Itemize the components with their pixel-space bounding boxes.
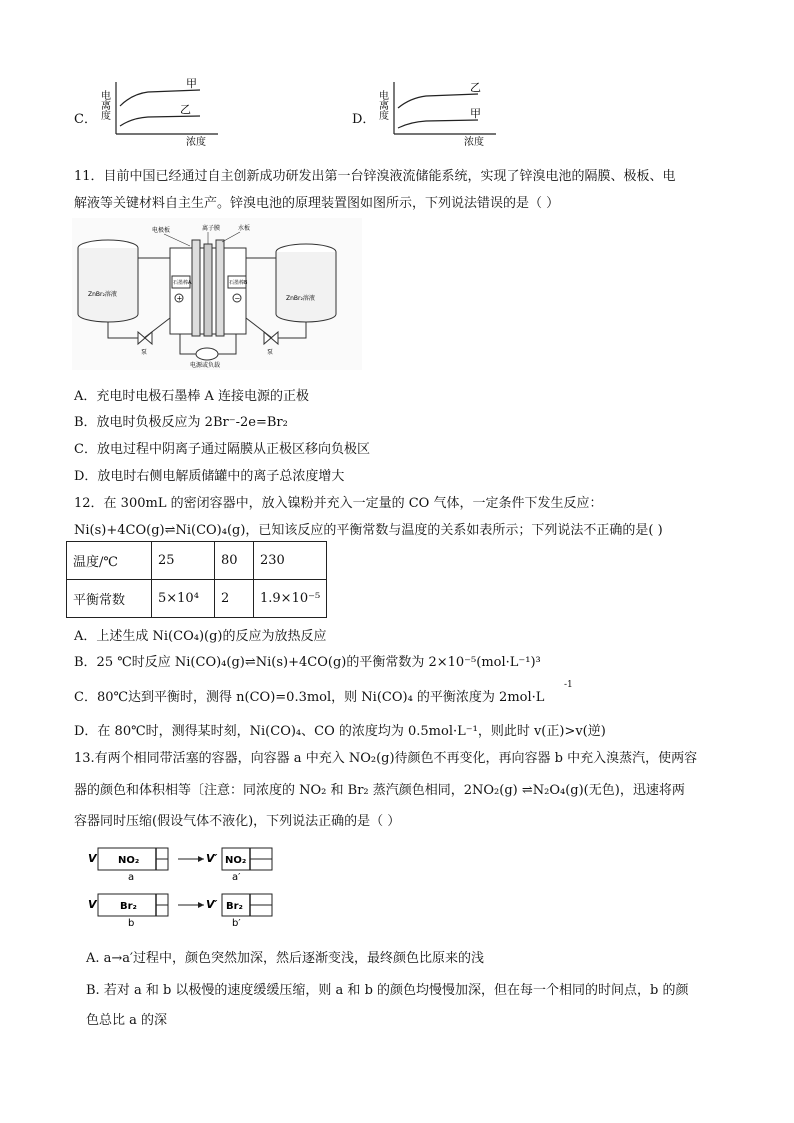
table-cell: 1.9×10⁻⁵ bbox=[254, 580, 327, 618]
graph-d-xlabel: 浓度 bbox=[464, 137, 484, 146]
left-tank-label: ZnBr₂溶液 bbox=[88, 291, 117, 298]
load-label: 电源或负载 bbox=[190, 362, 221, 369]
table-cell: 5×10⁴ bbox=[152, 580, 215, 618]
table-cell: 温度/℃ bbox=[67, 542, 152, 580]
table-cell: 平衡常数 bbox=[67, 580, 152, 618]
q13-stem-line1: 13.有两个相同带活塞的容器，向容器 a 中充入 NO₂(g)待颜色不再变化，再向容器 b 中充入溴蒸汽，使两容 bbox=[74, 751, 698, 766]
graph-d-curve-upper bbox=[398, 94, 478, 108]
graph-d-curve-lower bbox=[398, 120, 478, 128]
q12-option-c: C．80℃达到平衡时，测得 n(CO)=0.3mol，则 Ni(CO)₄ 的平衡浓度为 2mol·L bbox=[74, 690, 545, 705]
table-row-temperature bbox=[67, 542, 327, 580]
table-cell: 230 bbox=[254, 542, 327, 580]
volume-label: V bbox=[88, 852, 97, 865]
q13-option-b-line1: B. 若对 a 和 b 以极慢的速度缓缓压缩，则 a 和 b 的颜色均慢慢加深，但在每一个相同的时间点，b 的颜 bbox=[86, 983, 689, 998]
table-cell: 25 bbox=[152, 542, 215, 580]
table-row-constant bbox=[67, 580, 327, 618]
graph-d bbox=[366, 76, 516, 146]
electrode-b-label: 石墨棒B bbox=[229, 280, 248, 286]
q12-option-d: D．在 80℃时，测得某时刻，Ni(CO)₄、CO 的浓度均为 0.5mol·L⁻¹，则此时 v(正)>v(逆) bbox=[74, 724, 606, 739]
minus-sign: − bbox=[234, 294, 241, 303]
compressed-volume-label: V′ bbox=[206, 898, 218, 911]
container-b2-gas: Br₂ bbox=[226, 901, 243, 912]
load-icon bbox=[196, 348, 218, 360]
compressed-volume-label: V′ bbox=[206, 852, 218, 865]
electrode-a-label: 石墨棒A bbox=[173, 280, 192, 286]
table-cell: 80 bbox=[215, 542, 254, 580]
option-c-label: C． bbox=[74, 112, 97, 127]
right-tank-label: ZnBr₂溶液 bbox=[286, 295, 315, 302]
container-a-gas: NO₂ bbox=[118, 855, 140, 866]
q11-option-b: B．放电时负极反应为 2Br⁻-2e=Br₂ bbox=[74, 415, 288, 430]
q12-option-b: B．25 ℃时反应 Ni(CO)₄(g)⇌Ni(s)+4CO(g)的平衡常数为 2×10⁻⁵(mol·L⁻¹)³ bbox=[74, 655, 541, 670]
graph-d-ylabel: 电离度 bbox=[376, 90, 388, 120]
q12-stem-line2: Ni(s)+4CO(g)⇌Ni(CO)₄(g)，已知该反应的平衡常数与温度的关系如表所示；下列说法不正确的是( ) bbox=[74, 523, 663, 538]
container-b-gas: Br₂ bbox=[120, 901, 137, 912]
q11-option-d: D．放电时右侧电解质储罐中的离子总浓度增大 bbox=[74, 469, 345, 484]
graph-c-ylabel: 电离度 bbox=[98, 90, 110, 120]
graph-d-lower-label: 甲 bbox=[470, 107, 481, 120]
q13-option-a: A. a→a′过程中，颜色突然加深，然后逐渐变浅，最终颜色比原来的浅 bbox=[86, 951, 484, 966]
volume-label: V bbox=[88, 898, 97, 911]
graph-c-lower-label: 乙 bbox=[180, 103, 191, 116]
left-pump-label: 泵 bbox=[141, 349, 148, 356]
container-a2-gas: NO₂ bbox=[225, 855, 247, 866]
option-d-label: D． bbox=[352, 112, 376, 127]
q11-option-a: A．充电时电极石墨棒 A 连接电源的正极 bbox=[74, 389, 310, 404]
q13-option-b-line2: 色总比 a 的深 bbox=[86, 1013, 168, 1028]
container-b-label: b bbox=[128, 918, 135, 928]
q12-option-a: A．上述生成 Ni(CO₄)(g)的反应为放热反应 bbox=[74, 629, 327, 644]
container-b2-label: b′ bbox=[232, 918, 241, 928]
q11-stem-line2: 解液等关键材料自主生产。锌溴电池的原理装置图如图所示，下列说法错误的是（ ） bbox=[74, 196, 560, 211]
right-pump-label: 泵 bbox=[267, 349, 274, 356]
zinc-bromine-battery-diagram bbox=[72, 218, 362, 370]
q11-stem-line1: 11．目前中国已经通过自主创新成功研发出第一台锌溴液流储能系统，实现了锌溴电池的隔膜、极板、电 bbox=[74, 169, 676, 184]
container-a2-label: a′ bbox=[232, 872, 241, 883]
q12-stem-line1: 12．在 300mL 的密闭容器中，放入镍粉并充入一定量的 CO 气体，一定条件下发生反应： bbox=[74, 496, 603, 511]
q11-option-c: C．放电过程中阴离子通过隔膜从正极区移向负极区 bbox=[74, 442, 370, 457]
piston-container-diagram bbox=[86, 842, 286, 928]
q13-stem-line3: 容器同时压缩(假设气体不液化)，下列说法正确的是（ ） bbox=[74, 814, 401, 829]
q12-option-c-superscript: -1 bbox=[564, 680, 573, 690]
plus-sign: + bbox=[176, 294, 183, 303]
graph-c-curve-lower bbox=[120, 116, 200, 126]
graph-c-xlabel: 浓度 bbox=[186, 137, 206, 146]
table-cell: 2 bbox=[215, 580, 254, 618]
graph-d-upper-label: 乙 bbox=[470, 81, 481, 94]
label-electrode-plate: 电极板 bbox=[152, 227, 171, 234]
label-membrane: 离子膜 bbox=[202, 225, 221, 232]
container-a-label: a bbox=[128, 872, 135, 883]
graph-c-upper-label: 甲 bbox=[186, 77, 197, 90]
equilibrium-constant-table bbox=[66, 541, 327, 618]
q13-stem-line2: 器的颜色和体积相等〔注意：同浓度的 NO₂ 和 Br₂ 蒸汽颜色相同，2NO₂(g) ⇌N₂O₄(g)(无色)，迅速将两 bbox=[74, 783, 685, 798]
graph-c bbox=[88, 76, 238, 146]
label-water-plate: 水板 bbox=[238, 225, 251, 232]
